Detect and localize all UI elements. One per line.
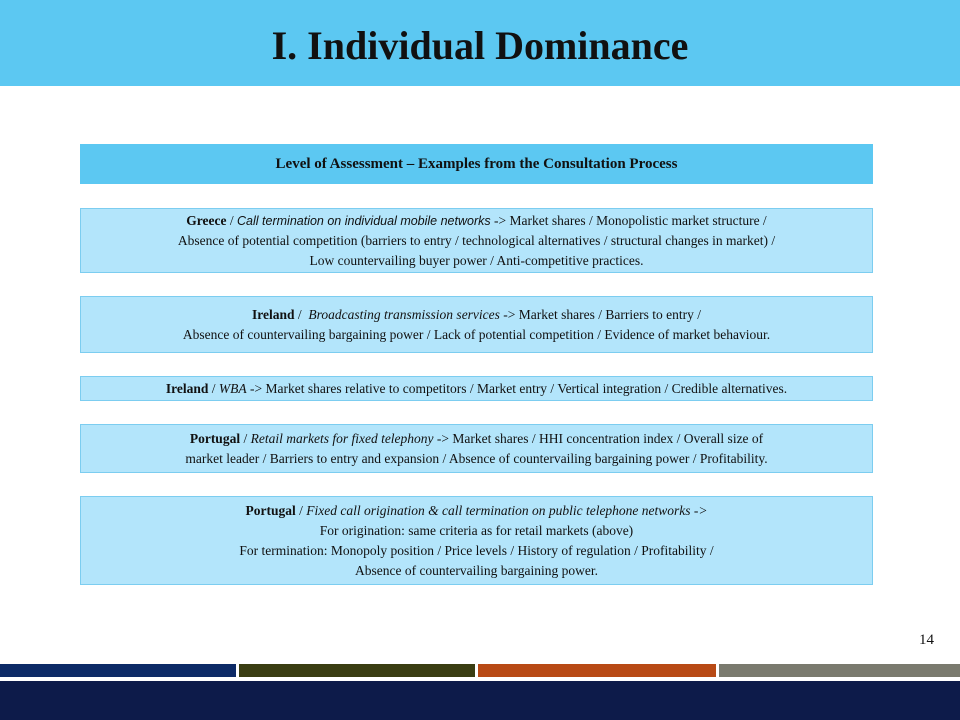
criteria-text: -> Market shares relative to competitors / Market entry / Vertical integration / Credible alternatives. xyxy=(246,380,788,396)
example-box-ireland-broadcasting xyxy=(80,296,873,353)
criteria-text: -> Market shares / Barriers to entry / xyxy=(499,306,701,322)
box-line: For termination: Monopoly position / Price levels / History of regulation / Profitability / xyxy=(239,542,714,558)
slide-title: I. Individual Dominance xyxy=(271,23,689,68)
market-name: Broadcasting transmission services xyxy=(308,306,500,322)
box-line xyxy=(81,211,872,231)
country-label: Ireland xyxy=(165,380,209,396)
country-label: Ireland xyxy=(252,306,295,322)
example-box-ireland-wba xyxy=(80,376,873,401)
example-box-greece xyxy=(80,208,873,273)
footer-stripe-gray xyxy=(719,664,960,677)
example-box-portugal-fixed xyxy=(80,496,873,585)
criteria-text: -> Market shares / Monopolistic market structure / xyxy=(490,212,767,228)
section-header: Level of Assessment – Examples from the Consultation Process xyxy=(80,144,873,184)
box-line: Absence of countervailing bargaining power. xyxy=(354,562,599,578)
market-name: Call termination on individual mobile networks xyxy=(237,213,491,228)
separator: / xyxy=(240,430,251,446)
market-name: Fixed call origination & call termination on public telephone networks -> xyxy=(306,502,708,518)
separator: / xyxy=(226,212,238,228)
box-line: For origination: same criteria as for retail markets (above) xyxy=(319,522,634,538)
box-line: market leader / Barriers to entry and expansion / Absence of countervailing bargaining power / Profitability. xyxy=(185,450,768,466)
country-label: Greece xyxy=(186,212,227,228)
box-line: Absence of potential competition (barriers to entry / technological alternatives / structural changes in market) / xyxy=(177,232,776,248)
market-name: Retail markets for fixed telephony xyxy=(250,430,434,446)
criteria-text: -> Market shares / HHI concentration index / Overall size of xyxy=(433,430,764,446)
footer-bar xyxy=(0,681,960,720)
footer-stripe-orange xyxy=(478,664,716,677)
country-label: Portugal xyxy=(189,430,241,446)
box-line: Absence of countervailing bargaining power / Lack of potential competition / Evidence of market behaviour. xyxy=(182,326,771,342)
box-line xyxy=(81,501,872,521)
footer-stripe-olive xyxy=(239,664,475,677)
example-box-portugal-retail xyxy=(80,424,873,473)
box-line xyxy=(81,379,872,399)
box-line xyxy=(81,429,872,449)
separator: / xyxy=(208,380,219,396)
page-number: 14 xyxy=(919,632,934,648)
box-line xyxy=(81,305,872,325)
country-label: Portugal xyxy=(245,502,296,518)
market-name: WBA xyxy=(218,380,247,396)
footer-stripe-blue xyxy=(0,664,236,677)
separator: / xyxy=(295,502,307,518)
box-line: Low countervailing buyer power / Anti-competitive practices. xyxy=(309,252,644,268)
separator: / xyxy=(294,306,309,322)
